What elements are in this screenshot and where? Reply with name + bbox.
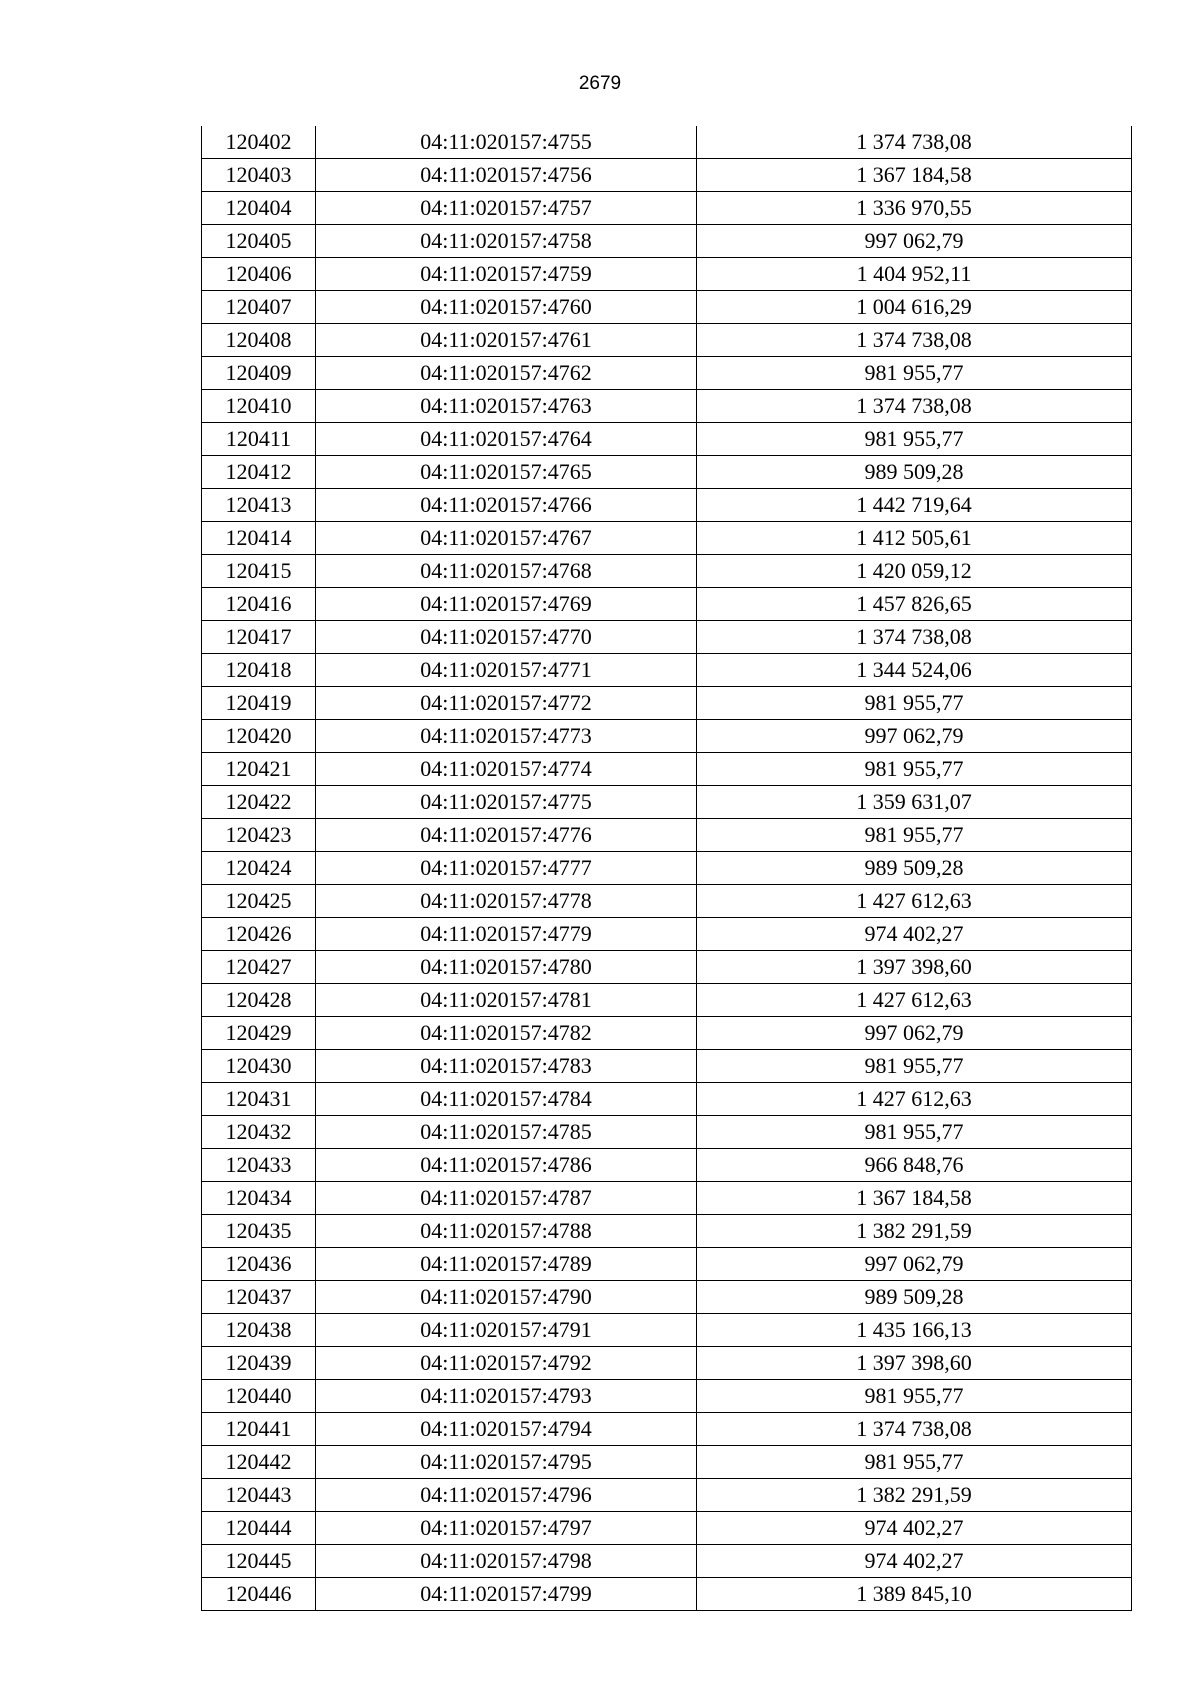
cadastral-number-cell: 04:11:020157:4795: [316, 1446, 697, 1479]
cadastral-number-cell: 04:11:020157:4785: [316, 1116, 697, 1149]
cadastral-number-cell: 04:11:020157:4761: [316, 324, 697, 357]
table-row: [202, 225, 1132, 258]
cadastral-value-cell: 1 382 291,59: [697, 1479, 1132, 1512]
cadastral-number-cell: 04:11:020157:4760: [316, 291, 697, 324]
cadastral-value-cell: 1 374 738,08: [697, 126, 1132, 159]
cadastral-value-cell: 1 382 291,59: [697, 1215, 1132, 1248]
row-number-cell: 120403: [202, 159, 316, 192]
table-row: [202, 192, 1132, 225]
row-number-cell: 120426: [202, 918, 316, 951]
cadastral-value-cell: 974 402,27: [697, 1512, 1132, 1545]
cadastral-number-cell: 04:11:020157:4759: [316, 258, 697, 291]
cadastral-number-cell: 04:11:020157:4777: [316, 852, 697, 885]
cadastral-number-cell: 04:11:020157:4799: [316, 1578, 697, 1611]
table-row: [202, 126, 1132, 159]
table-row: [202, 555, 1132, 588]
table-row: [202, 258, 1132, 291]
row-number-cell: 120414: [202, 522, 316, 555]
cadastral-number-cell: 04:11:020157:4783: [316, 1050, 697, 1083]
cadastral-value-cell: 981 955,77: [697, 753, 1132, 786]
cadastral-number-cell: 04:11:020157:4797: [316, 1512, 697, 1545]
cadastral-number-cell: 04:11:020157:4766: [316, 489, 697, 522]
cadastral-number-cell: 04:11:020157:4790: [316, 1281, 697, 1314]
table-row: [202, 423, 1132, 456]
row-number-cell: 120444: [202, 1512, 316, 1545]
cadastral-value-cell: 989 509,28: [697, 1281, 1132, 1314]
cadastral-value-cell: 981 955,77: [697, 357, 1132, 390]
cadastral-value-cell: 997 062,79: [697, 1248, 1132, 1281]
cadastral-number-cell: 04:11:020157:4796: [316, 1479, 697, 1512]
cadastral-number-cell: 04:11:020157:4791: [316, 1314, 697, 1347]
table-row: [202, 489, 1132, 522]
row-number-cell: 120420: [202, 720, 316, 753]
cadastral-value-cell: 1 427 612,63: [697, 885, 1132, 918]
cadastral-value-table: [201, 126, 1132, 1611]
cadastral-value-cell: 981 955,77: [697, 819, 1132, 852]
cadastral-value-cell: 997 062,79: [697, 225, 1132, 258]
cadastral-value-cell: 1 336 970,55: [697, 192, 1132, 225]
table-row: [202, 159, 1132, 192]
cadastral-value-cell: 1 374 738,08: [697, 324, 1132, 357]
cadastral-value-cell: 1 367 184,58: [697, 1182, 1132, 1215]
row-number-cell: 120437: [202, 1281, 316, 1314]
row-number-cell: 120433: [202, 1149, 316, 1182]
row-number-cell: 120421: [202, 753, 316, 786]
cadastral-value-cell: 1 389 845,10: [697, 1578, 1132, 1611]
cadastral-number-cell: 04:11:020157:4772: [316, 687, 697, 720]
row-number-cell: 120438: [202, 1314, 316, 1347]
cadastral-value-cell: 1 435 166,13: [697, 1314, 1132, 1347]
table-body: [202, 126, 1132, 1611]
cadastral-value-cell: 981 955,77: [697, 1380, 1132, 1413]
row-number-cell: 120432: [202, 1116, 316, 1149]
row-number-cell: 120429: [202, 1017, 316, 1050]
cadastral-value-cell: 997 062,79: [697, 1017, 1132, 1050]
cadastral-number-cell: 04:11:020157:4756: [316, 159, 697, 192]
row-number-cell: 120425: [202, 885, 316, 918]
cadastral-number-cell: 04:11:020157:4769: [316, 588, 697, 621]
table-row: [202, 1446, 1132, 1479]
table-row: [202, 522, 1132, 555]
row-number-cell: 120406: [202, 258, 316, 291]
cadastral-number-cell: 04:11:020157:4762: [316, 357, 697, 390]
table-row: [202, 1578, 1132, 1611]
cadastral-number-cell: 04:11:020157:4763: [316, 390, 697, 423]
cadastral-number-cell: 04:11:020157:4768: [316, 555, 697, 588]
table-row: [202, 753, 1132, 786]
cadastral-value-cell: 1 374 738,08: [697, 621, 1132, 654]
row-number-cell: 120407: [202, 291, 316, 324]
cadastral-value-cell: 974 402,27: [697, 1545, 1132, 1578]
row-number-cell: 120446: [202, 1578, 316, 1611]
cadastral-number-cell: 04:11:020157:4780: [316, 951, 697, 984]
table-row: [202, 324, 1132, 357]
row-number-cell: 120442: [202, 1446, 316, 1479]
cadastral-value-cell: 981 955,77: [697, 1446, 1132, 1479]
cadastral-value-cell: 1 442 719,64: [697, 489, 1132, 522]
row-number-cell: 120439: [202, 1347, 316, 1380]
row-number-cell: 120415: [202, 555, 316, 588]
cadastral-number-cell: 04:11:020157:4786: [316, 1149, 697, 1182]
row-number-cell: 120410: [202, 390, 316, 423]
cadastral-number-cell: 04:11:020157:4798: [316, 1545, 697, 1578]
cadastral-value-cell: 1 004 616,29: [697, 291, 1132, 324]
table-row: [202, 1314, 1132, 1347]
cadastral-number-cell: 04:11:020157:4775: [316, 786, 697, 819]
cadastral-number-cell: 04:11:020157:4776: [316, 819, 697, 852]
cadastral-value-cell: 974 402,27: [697, 918, 1132, 951]
cadastral-number-cell: 04:11:020157:4774: [316, 753, 697, 786]
cadastral-value-cell: 989 509,28: [697, 456, 1132, 489]
table-row: [202, 654, 1132, 687]
row-number-cell: 120443: [202, 1479, 316, 1512]
page-number: 2679: [578, 73, 622, 94]
table-row: [202, 1380, 1132, 1413]
cadastral-value-cell: 1 374 738,08: [697, 1413, 1132, 1446]
row-number-cell: 120411: [202, 423, 316, 456]
row-number-cell: 120405: [202, 225, 316, 258]
table-row: [202, 456, 1132, 489]
row-number-cell: 120435: [202, 1215, 316, 1248]
table-row: [202, 1347, 1132, 1380]
table-row: [202, 357, 1132, 390]
cadastral-number-cell: 04:11:020157:4792: [316, 1347, 697, 1380]
cadastral-value-cell: 981 955,77: [697, 423, 1132, 456]
row-number-cell: 120412: [202, 456, 316, 489]
table-row: [202, 984, 1132, 1017]
cadastral-value-cell: 1 367 184,58: [697, 159, 1132, 192]
row-number-cell: 120424: [202, 852, 316, 885]
cadastral-number-cell: 04:11:020157:4794: [316, 1413, 697, 1446]
table-row: [202, 720, 1132, 753]
row-number-cell: 120445: [202, 1545, 316, 1578]
cadastral-value-cell: 1 427 612,63: [697, 1083, 1132, 1116]
table-row: [202, 1479, 1132, 1512]
row-number-cell: 120422: [202, 786, 316, 819]
row-number-cell: 120409: [202, 357, 316, 390]
row-number-cell: 120417: [202, 621, 316, 654]
table-row: [202, 1083, 1132, 1116]
cadastral-value-cell: 989 509,28: [697, 852, 1132, 885]
cadastral-value-cell: 1 427 612,63: [697, 984, 1132, 1017]
cadastral-value-cell: 966 848,76: [697, 1149, 1132, 1182]
cadastral-value-cell: 981 955,77: [697, 687, 1132, 720]
cadastral-value-cell: 997 062,79: [697, 720, 1132, 753]
cadastral-number-cell: 04:11:020157:4779: [316, 918, 697, 951]
table-row: [202, 1545, 1132, 1578]
table-row: [202, 1281, 1132, 1314]
table-row: [202, 918, 1132, 951]
cadastral-value-cell: 1 397 398,60: [697, 1347, 1132, 1380]
cadastral-value-cell: 1 344 524,06: [697, 654, 1132, 687]
row-number-cell: 120436: [202, 1248, 316, 1281]
cadastral-number-cell: 04:11:020157:4764: [316, 423, 697, 456]
cadastral-number-cell: 04:11:020157:4755: [316, 126, 697, 159]
table-row: [202, 1182, 1132, 1215]
cadastral-value-cell: 1 374 738,08: [697, 390, 1132, 423]
cadastral-number-cell: 04:11:020157:4773: [316, 720, 697, 753]
cadastral-value-cell: 1 420 059,12: [697, 555, 1132, 588]
table-row: [202, 1017, 1132, 1050]
cadastral-value-cell: 1 412 505,61: [697, 522, 1132, 555]
row-number-cell: 120418: [202, 654, 316, 687]
row-number-cell: 120402: [202, 126, 316, 159]
cadastral-number-cell: 04:11:020157:4767: [316, 522, 697, 555]
table-row: [202, 819, 1132, 852]
table-row: [202, 291, 1132, 324]
row-number-cell: 120428: [202, 984, 316, 1017]
table-row: [202, 852, 1132, 885]
cadastral-number-cell: 04:11:020157:4778: [316, 885, 697, 918]
cadastral-number-cell: 04:11:020157:4765: [316, 456, 697, 489]
cadastral-value-cell: 1 397 398,60: [697, 951, 1132, 984]
table-row: [202, 687, 1132, 720]
row-number-cell: 120427: [202, 951, 316, 984]
table-row: [202, 1512, 1132, 1545]
cadastral-number-cell: 04:11:020157:4788: [316, 1215, 697, 1248]
row-number-cell: 120434: [202, 1182, 316, 1215]
row-number-cell: 120440: [202, 1380, 316, 1413]
cadastral-value-cell: 1 404 952,11: [697, 258, 1132, 291]
cadastral-number-cell: 04:11:020157:4758: [316, 225, 697, 258]
row-number-cell: 120419: [202, 687, 316, 720]
row-number-cell: 120416: [202, 588, 316, 621]
cadastral-value-cell: 981 955,77: [697, 1116, 1132, 1149]
cadastral-number-cell: 04:11:020157:4781: [316, 984, 697, 1017]
row-number-cell: 120413: [202, 489, 316, 522]
table-row: [202, 1116, 1132, 1149]
cadastral-value-cell: 1 359 631,07: [697, 786, 1132, 819]
cadastral-number-cell: 04:11:020157:4770: [316, 621, 697, 654]
table-row: [202, 1215, 1132, 1248]
cadastral-value-cell: 981 955,77: [697, 1050, 1132, 1083]
table-row: [202, 588, 1132, 621]
row-number-cell: 120423: [202, 819, 316, 852]
row-number-cell: 120430: [202, 1050, 316, 1083]
row-number-cell: 120408: [202, 324, 316, 357]
cadastral-number-cell: 04:11:020157:4771: [316, 654, 697, 687]
row-number-cell: 120431: [202, 1083, 316, 1116]
table-row: [202, 786, 1132, 819]
row-number-cell: 120441: [202, 1413, 316, 1446]
table-row: [202, 390, 1132, 423]
cadastral-number-cell: 04:11:020157:4793: [316, 1380, 697, 1413]
cadastral-number-cell: 04:11:020157:4757: [316, 192, 697, 225]
table-row: [202, 885, 1132, 918]
table-row: [202, 621, 1132, 654]
cadastral-number-cell: 04:11:020157:4784: [316, 1083, 697, 1116]
cadastral-number-cell: 04:11:020157:4787: [316, 1182, 697, 1215]
table-row: [202, 1050, 1132, 1083]
cadastral-number-cell: 04:11:020157:4789: [316, 1248, 697, 1281]
table-row: [202, 1248, 1132, 1281]
cadastral-value-cell: 1 457 826,65: [697, 588, 1132, 621]
row-number-cell: 120404: [202, 192, 316, 225]
cadastral-number-cell: 04:11:020157:4782: [316, 1017, 697, 1050]
table-row: [202, 951, 1132, 984]
table-row: [202, 1413, 1132, 1446]
table-row: [202, 1149, 1132, 1182]
